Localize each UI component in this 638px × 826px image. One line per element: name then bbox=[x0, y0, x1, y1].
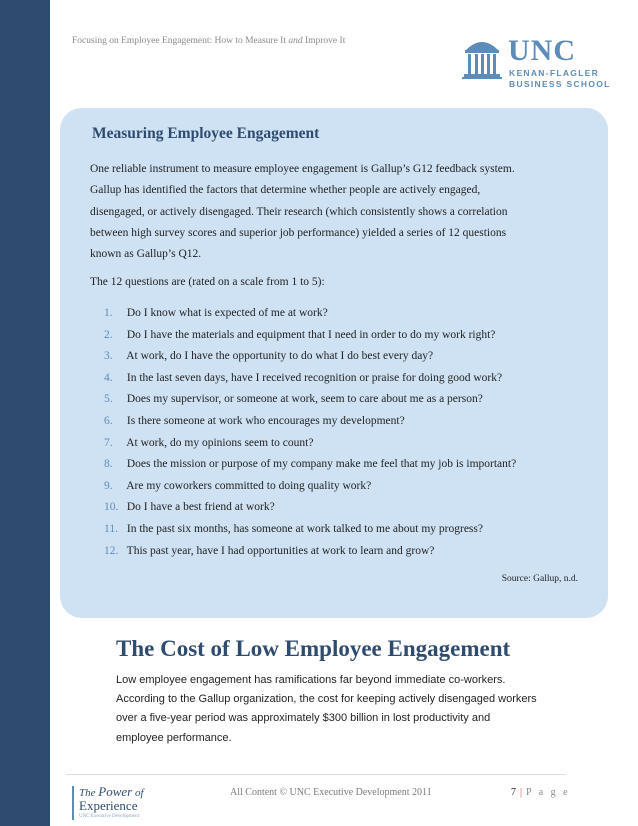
question-text: Does my supervisor, or someone at work, seem to care about me as a person? bbox=[126, 393, 483, 406]
question-number: 1. bbox=[104, 307, 113, 319]
logo-unc-text: UNC bbox=[508, 34, 576, 67]
question-item bbox=[104, 437, 516, 459]
question-text: In the last seven days, have I received recognition or praise for doing good work? bbox=[126, 371, 503, 384]
question-number: 3. bbox=[104, 350, 113, 363]
question-number: 5. bbox=[104, 393, 113, 406]
question-item bbox=[104, 458, 516, 480]
question-text: Does the mission or purpose of my company make me feel that my job is important? bbox=[126, 458, 517, 471]
intro-line: known as Gallup’s Q12. bbox=[90, 248, 202, 261]
q12-question-list bbox=[104, 307, 516, 566]
question-number: 10. bbox=[104, 501, 119, 514]
question-text: At work, do my opinions seem to count? bbox=[126, 436, 314, 449]
logo-power: Power bbox=[98, 784, 133, 799]
question-number: 12. bbox=[104, 544, 119, 557]
question-text: Do I have the materials and equipment that I need in order to do my work right? bbox=[126, 328, 496, 341]
header-title-and: and bbox=[288, 36, 303, 46]
body-line: over a five-year period was approximately $300 billion in lost productivity and bbox=[116, 712, 491, 725]
question-text: Is there someone at work who encourages my development? bbox=[126, 414, 405, 427]
question-number: 4. bbox=[104, 371, 113, 384]
body-line: According to the Gallup organization, the cost for keeping actively disengaged workers bbox=[116, 693, 537, 706]
header-title-text: Focusing on Employee Engagement: How to Measure It bbox=[72, 36, 286, 46]
question-item bbox=[104, 480, 516, 502]
body-line: Low employee engagement has ramifications far beyond immediate co-workers. bbox=[116, 674, 506, 686]
document-header-title bbox=[72, 36, 345, 46]
question-item bbox=[104, 545, 516, 567]
question-number: 8. bbox=[104, 458, 113, 471]
intro-line: One reliable instrument to measure employee engagement is Gallup’s G12 feedback system. bbox=[90, 163, 515, 175]
question-number: 2. bbox=[104, 328, 113, 341]
question-text: In the past six months, has someone at work talked to me about my progress? bbox=[126, 522, 483, 535]
question-item bbox=[104, 307, 516, 329]
logo-experience: Experience bbox=[79, 798, 138, 813]
questions-intro: The 12 questions are (rated on a scale from 1 to 5): bbox=[90, 276, 325, 288]
question-item bbox=[104, 372, 516, 394]
left-sidebar-bar bbox=[0, 0, 50, 826]
source-citation: Source: Gallup, n.d. bbox=[501, 574, 578, 584]
header-title-text-end: Improve It bbox=[304, 36, 346, 46]
page-separator: | bbox=[520, 787, 523, 798]
power-of-experience-logo bbox=[72, 784, 164, 824]
body-line: employee performance. bbox=[116, 731, 232, 744]
footer-divider bbox=[66, 774, 566, 775]
section-heading: The Cost of Low Employee Engagement bbox=[116, 636, 511, 661]
old-well-icon bbox=[462, 36, 502, 80]
question-text: Do I know what is expected of me at work? bbox=[126, 307, 328, 319]
question-number: 9. bbox=[104, 479, 113, 492]
question-item bbox=[104, 393, 516, 415]
question-number: 6. bbox=[104, 414, 113, 427]
intro-line: Gallup has identified the factors that determine whether people are actively engaged, bbox=[90, 184, 481, 197]
page-number: 7 bbox=[511, 787, 516, 798]
logo-school-line2: BUSINESS SCHOOL bbox=[509, 79, 611, 89]
page-label: P a g e bbox=[526, 787, 571, 798]
logo-school-line1: KENAN-FLAGLER bbox=[509, 68, 600, 78]
section-body-paragraph bbox=[116, 671, 576, 748]
question-number: 7. bbox=[104, 436, 113, 449]
question-item bbox=[104, 523, 516, 545]
question-text: At work, do I have the opportunity to do what I do best every day? bbox=[126, 350, 434, 363]
panel-title: Measuring Employee Engagement bbox=[92, 125, 320, 142]
unc-kenan-flagler-logo bbox=[462, 34, 622, 94]
question-text: This past year, have I had opportunities at work to learn and grow? bbox=[126, 544, 435, 557]
page-number-block bbox=[511, 787, 570, 798]
copyright-text: All Content © UNC Executive Development 2011 bbox=[230, 787, 432, 798]
logo-of: of bbox=[134, 787, 144, 799]
question-item bbox=[104, 329, 516, 351]
intro-line: disengaged, or actively disengaged. Their research (which consistently shows a correlation bbox=[90, 205, 508, 218]
intro-paragraph bbox=[90, 159, 600, 265]
intro-line: between high survey scores and superior job performance) yielded a series of 12 questions bbox=[90, 226, 507, 239]
question-text: Are my coworkers committed to doing quality work? bbox=[126, 479, 372, 492]
question-item bbox=[104, 350, 516, 372]
question-item bbox=[104, 501, 516, 523]
question-number: 11. bbox=[104, 522, 118, 535]
question-text: Do I have a best friend at work? bbox=[126, 501, 275, 514]
logo-tagline: UNC Executive Development bbox=[79, 814, 139, 819]
question-item bbox=[104, 415, 516, 437]
logo-the: The bbox=[79, 787, 96, 799]
footer-logo-bar bbox=[72, 786, 74, 820]
